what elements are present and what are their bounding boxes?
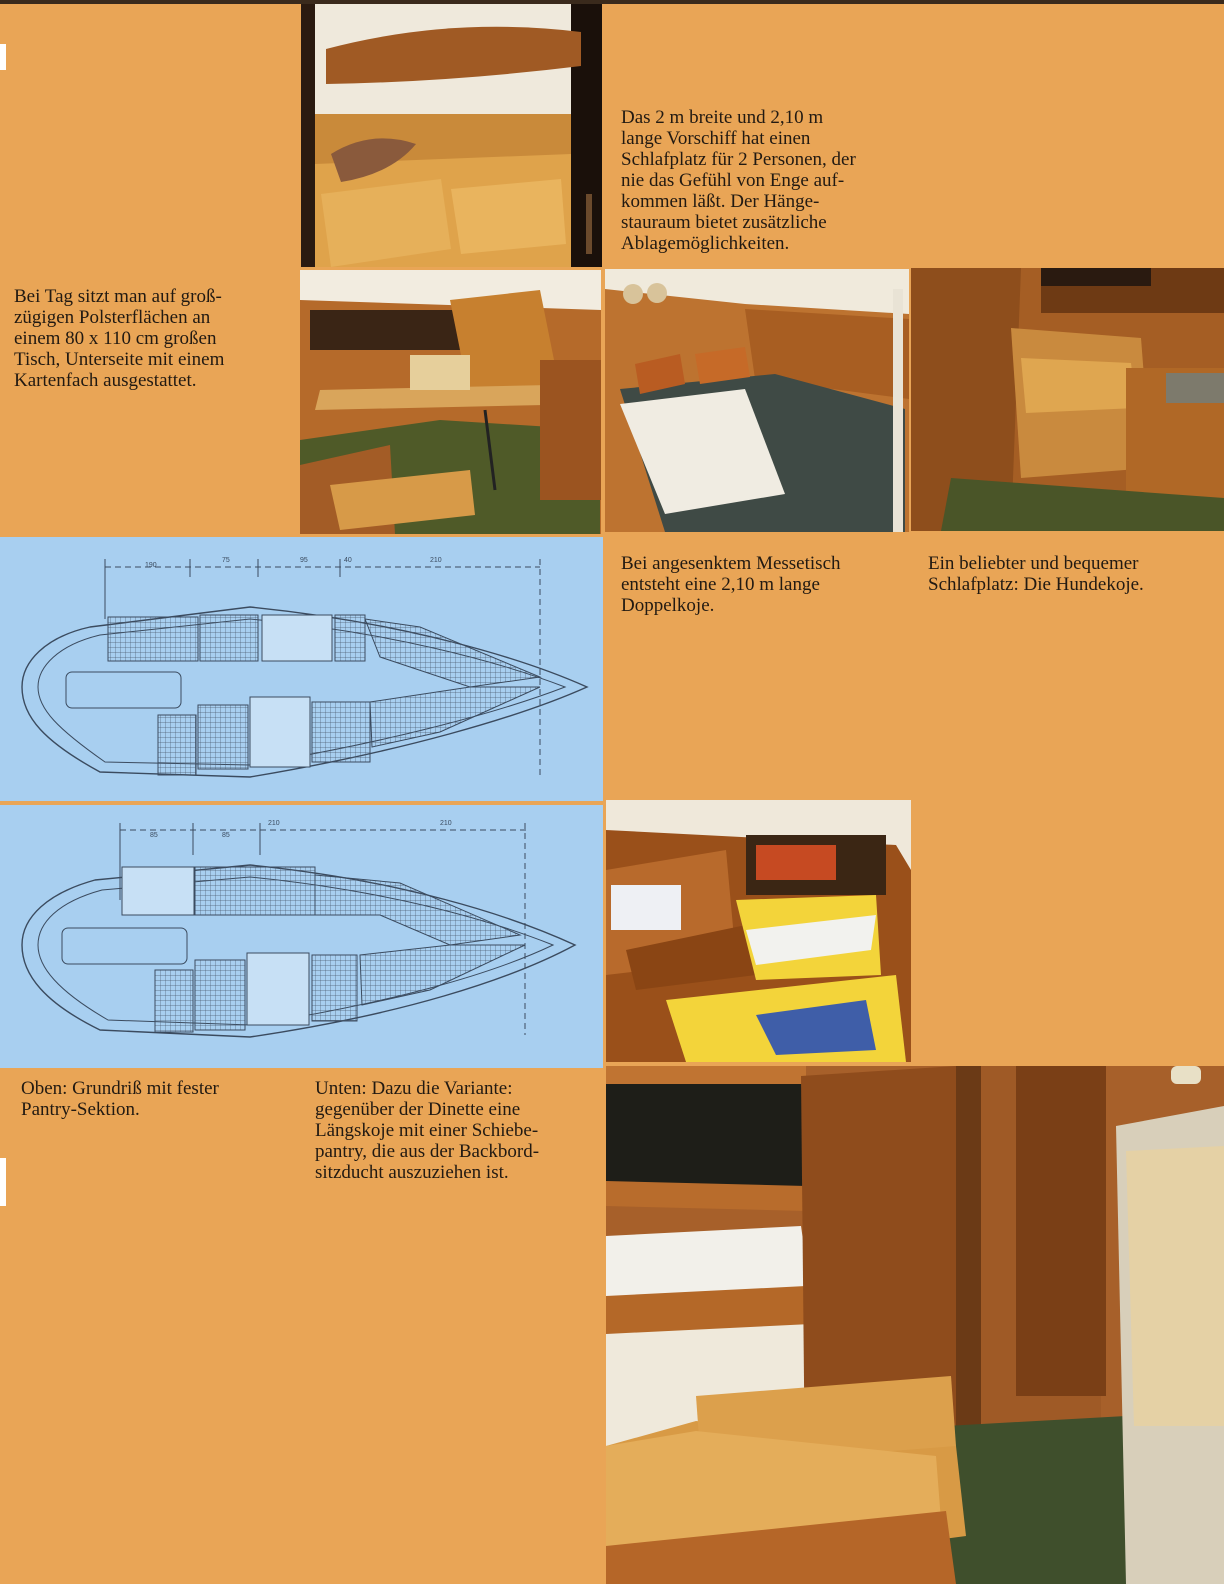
top-rule xyxy=(0,0,1224,4)
dimension-label: 85 xyxy=(222,832,230,839)
photo-salon xyxy=(300,270,601,534)
caption-line: Unten: Dazu die Variante: xyxy=(315,1078,513,1099)
photo-cabin-settee xyxy=(606,1066,1224,1584)
dimension-label: 40 xyxy=(344,557,352,564)
edge-mark xyxy=(0,1158,6,1206)
dimension-label: 85 xyxy=(150,832,158,839)
caption-line: entsteht eine 2,10 m lange xyxy=(621,574,820,595)
dimension-label: 210 xyxy=(440,820,452,827)
caption-line: nie das Gefühl von Enge auf- xyxy=(621,170,845,191)
photo-storage xyxy=(606,800,911,1062)
photo-quarter-berth xyxy=(911,268,1224,531)
dimension-label: 190 xyxy=(145,562,157,569)
caption-line: sitzducht auszuziehen ist. xyxy=(315,1162,509,1183)
caption-line: Pantry-Sektion. xyxy=(21,1099,140,1120)
dimension-label: 95 xyxy=(300,557,308,564)
photo-double-berth xyxy=(605,269,909,532)
caption-line: stauraum bietet zusätzliche xyxy=(621,212,827,233)
caption-forepeak xyxy=(621,107,911,254)
floor-plan-fixed-pantry xyxy=(0,537,603,801)
edge-mark xyxy=(0,44,6,70)
caption-line: pantry, die aus der Backbord- xyxy=(315,1141,540,1162)
dimension-label: 75 xyxy=(222,557,230,564)
caption-line: einem 80 x 110 cm großen xyxy=(14,328,217,349)
caption-plan-top xyxy=(21,1078,291,1120)
caption-line: gegenüber der Dinette eine xyxy=(315,1099,521,1120)
photo-forepeak-berth xyxy=(301,4,602,267)
caption-line: Bei angesenktem Messetisch xyxy=(621,553,841,574)
caption-line: Tisch, Unterseite mit einem xyxy=(14,349,225,370)
caption-quarter-berth xyxy=(928,553,1218,595)
caption-line: Das 2 m breite und 2,10 m xyxy=(621,107,824,128)
caption-double-berth xyxy=(621,553,901,616)
caption-line: Schlafplatz für 2 Personen, der xyxy=(621,149,856,170)
caption-line: Ein beliebter und bequemer xyxy=(928,553,1139,574)
caption-line: Bei Tag sitzt man auf groß- xyxy=(14,286,222,307)
caption-line: kommen läßt. Der Hänge- xyxy=(621,191,820,212)
dimension-label: 210 xyxy=(430,557,442,564)
caption-line: Ablagemöglichkeiten. xyxy=(621,233,790,254)
caption-line: Oben: Grundriß mit fester xyxy=(21,1078,219,1099)
caption-line: zügigen Polsterflächen an xyxy=(14,307,211,328)
caption-line: Doppelkoje. xyxy=(621,595,715,616)
caption-salon xyxy=(14,286,294,391)
caption-line: Kartenfach ausgestattet. xyxy=(14,370,197,391)
caption-line: Längskoje mit einer Schiebe- xyxy=(315,1120,539,1141)
caption-line: lange Vorschiff hat einen xyxy=(621,128,811,149)
caption-line: Schlafplatz: Die Hundekoje. xyxy=(928,574,1144,595)
dimension-label: 210 xyxy=(268,820,280,827)
caption-plan-bottom xyxy=(315,1078,595,1183)
floor-plan-sliding-pantry xyxy=(0,805,603,1068)
